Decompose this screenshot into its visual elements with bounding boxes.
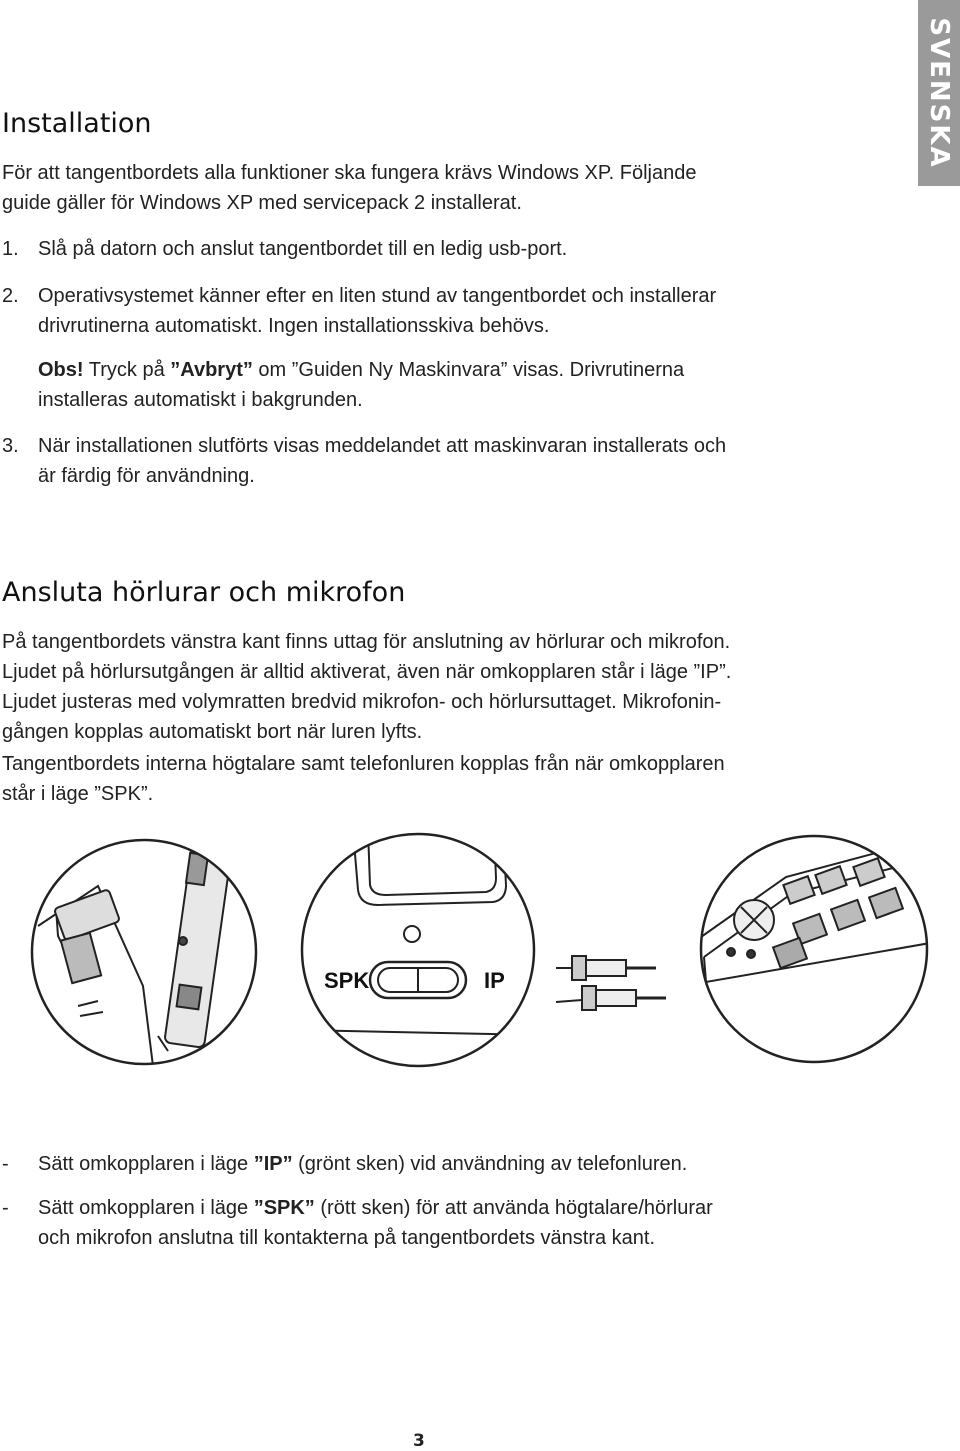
intro-line-1: För att tangentbordets alla funktioner ska fungera krävs Windows XP. Följande (2, 162, 697, 184)
bullet-1-text (38, 1149, 687, 1179)
bullet-2-mode: ”SPK” (253, 1197, 315, 1219)
bullet-2-t2: (rött sken) för att använda högtalare/hörlurar (314, 1197, 713, 1219)
step-3-line-2: är färdig för användning. (38, 465, 255, 487)
bullet-2-text (38, 1193, 713, 1223)
bullet-2-dash: - (2, 1197, 9, 1219)
headset-heading: Ansluta hörlurar och mikrofon (2, 577, 406, 608)
bullet-1-t2: (grönt sken) vid användning av telefonluren. (292, 1153, 688, 1175)
headset-line-1: På tangentbordets vänstra kant finns uttag för anslutning av hörlurar och mikrofon. (2, 631, 731, 653)
switch-figure (298, 830, 538, 1070)
obs-text-2: om ”Guiden Ny Maskinvara” visas. Drivrutinerna (252, 359, 685, 381)
step-2-number: 2. (2, 285, 19, 307)
installation-heading: Installation (2, 108, 152, 139)
step-1-text: Slå på datorn och anslut tangentbordet till en ledig usb-port. (38, 238, 568, 260)
headset-line-4: gången kopplas automatiskt bort när luren lyfts. (2, 721, 423, 743)
step-2-line-2: drivrutinerna automatiskt. Ingen installationsskiva behövs. (38, 315, 550, 337)
obs-label: Obs! (38, 359, 84, 381)
jacks-figure (556, 832, 936, 1066)
step-1-number: 1. (2, 238, 19, 260)
page-number: 3 (413, 1431, 425, 1451)
headset-line-3: Ljudet justeras med volymratten bredvid mikrofon- och hörlursuttaget. Mikrofonin- (2, 691, 722, 713)
bullet-1-mode: ”IP” (253, 1153, 293, 1175)
headset-line-5: Tangentbordets interna högtalare samt telefonluren kopplas från när omkopplaren (2, 753, 725, 775)
bullet-1-dash: - (2, 1153, 9, 1175)
ip-label: IP (484, 968, 505, 993)
language-tab-label: SVENSKA (924, 17, 954, 169)
obs-cancel: ”Avbryt” (170, 359, 253, 381)
step-2-line-1: Operativsystemet känner efter en liten stund av tangentbordet och installerar (38, 285, 717, 307)
intro-line-2: guide gäller för Windows XP med servicepack 2 installerat. (2, 192, 522, 214)
bullet-1-t1: Sätt omkopplaren i läge (38, 1153, 254, 1175)
spk-label: SPK (324, 968, 370, 993)
obs-line-2: installeras automatiskt i bakgrunden. (38, 389, 363, 411)
obs-text-1: Tryck på (83, 359, 171, 381)
bullet-2-line-2: och mikrofon anslutna till kontakterna på tangentbordets vänstra kant. (38, 1227, 656, 1249)
headset-line-2: Ljudet på hörlursutgången är alltid aktiverat, även när omkopplaren står i läge ”IP”. (2, 661, 732, 683)
obs-note (38, 355, 684, 385)
headset-line-6: står i läge ”SPK”. (2, 783, 154, 805)
step-3-line-1: När installationen slutförts visas meddelandet att maskinvaran installerats och (38, 435, 727, 457)
handset-figure (28, 836, 260, 1068)
language-tab (918, 0, 960, 186)
step-3-number: 3. (2, 435, 19, 457)
bullet-2-t1: Sätt omkopplaren i läge (38, 1197, 254, 1219)
